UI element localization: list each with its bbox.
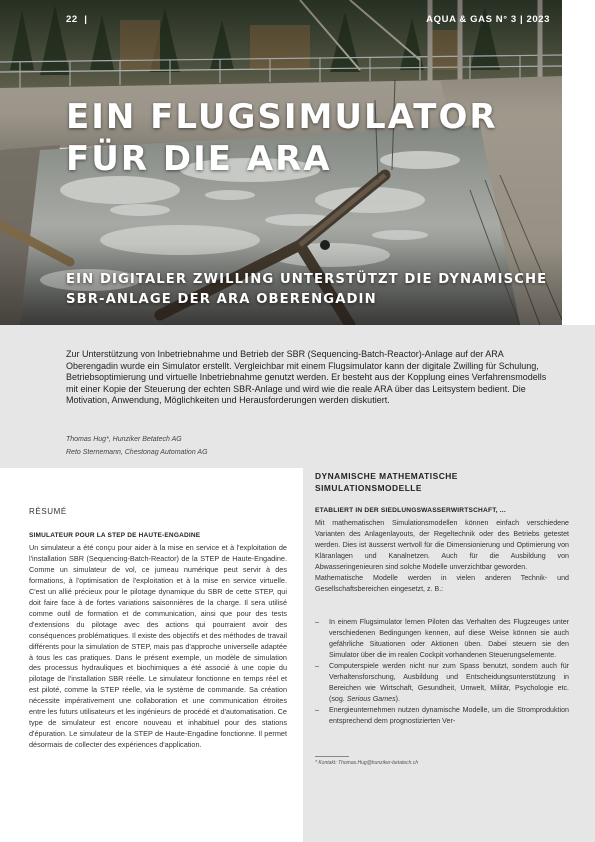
resume-subheading: SIMULATEUR POUR LA STEP DE HAUTE-ENGADINE — [29, 532, 201, 539]
bullet-dash: – — [315, 662, 319, 670]
section-heading: DYNAMISCHE MATHEMATISCHE SIMULATIONSMODELLE — [315, 471, 458, 493]
author-line-2: Reto Sternemann, Chestonag Automation AG — [66, 449, 208, 456]
footnote-divider — [315, 756, 349, 757]
lead-paragraph: Zur Unterstützung von Inbetriebnahme und Betrieb der SBR (Sequencing-Batch-Reactor)-Anlage auf der ARA Oberengadin wurde ein Simulator erstellt. Vergleichbar mit einem Flugsimulator kann der digitale Zwilling für Schulung, Betriebsoptimierung und virtuelle Inbetriebnahme genutzt werden. Er besteht aus der Kopplung eines Verfahrensmodells mit einer Kopie der Steuerung der echten SBR-Anlage und wird wie die reale ARA über das Leitsystem bedient. Die Motivation, Anwendung, Möglichkeiten und Herausforderungen werden diskutiert. — [66, 349, 547, 405]
body-paragraph: Mit mathematischen Simulationsmodellen können einfach verschiedene Varianten des Anlagenlayouts, der Regeltechnik oder des Betriebs getestet werden. Dies ist äusserst wertvoll für die Dimensionierung und Optimierung von Kläranlagen und Kanalnetzen. Auch für die Ausbildung von Abwasseringenieuren sind solche Modelle unverzichtbar geworden. Mathematische Modelle werden in vielen anderen Technik- und Gesellschaftsbereichen eingesetzt, z. B.: — [315, 519, 569, 593]
resume-heading: RÉSUMÉ — [29, 507, 67, 516]
bullet-dash: – — [315, 618, 319, 626]
author-line-1: Thomas Hug*, Hunziker Betatech AG — [66, 436, 182, 443]
list-item: – In einem Flugsimulator lernen Piloten das Verhalten des Flugzeuges unter verschiedenen Bedingungen kennen, auf diese Weise können sie auch gefährliche Situationen oder Aktionen üben. Dabei steuern sie den Simulator über die im realen Cockpit vorhandenen Steuerungselemente. — [315, 618, 569, 659]
section-subheading: ETABLIERT IN DER SIEDLUNGSWASSERWIRTSCHAFT, ... — [315, 507, 506, 514]
example-list — [315, 617, 569, 727]
footnote: * Kontakt: Thomas.Hug@hunziker-betatech.ch — [315, 760, 419, 766]
hero-photo — [0, 0, 562, 325]
article-title: EIN FLUGSIMULATOR FÜR DIE ARA — [66, 97, 498, 179]
list-item: – Energieunternehmen nutzen dynamische Modelle, um die Stromproduktion entsprechend dem prognostizierten Ver- — [315, 706, 569, 725]
list-item: – Computerspiele werden nicht nur zum Spass benutzt, sondern auch für Verhaltensforschung, Ausbildung und Entscheidungsunterstützung in Bereichen wie Wirtschaft, Gesundheit, Umwelt, Militär, Psychologie etc. (sog. Serious Games). — [315, 662, 569, 703]
article-subtitle: EIN DIGITALER ZWILLING UNTERSTÜTZT DIE DYNAMISCHE SBR-ANLAGE DER ARA OBERENGADIN — [66, 272, 548, 307]
journal-issue: AQUA & GAS N° 3 | 2023 — [426, 14, 550, 25]
bullet-dash: – — [315, 706, 319, 714]
resume-text: Un simulateur a été conçu pour aider à la mise en service et à l'exploitation de l'installation SBR (Sequencing-Batch-Reactor) de la STEP de Haute-Engadine. Comme un simulateur de vol, ce jumeau numérique peut servir à des formations, à l'optimisation de l'exploitation et à la mise en service virtuelle. C'est un allié précieux pour le pilotage dynamique du SBR de cette STEP, qui doit faire face à de fortes variations saisonnières de la charge. Il sera utilisé comme outil de formation et de communication, ainsi que pour des tests d'extensions du pilotage avec des actions qui pourraient avoir des conséquences problématiques. Il existe des objectifs et des méthodes de travail différents pour la simulation de STEP, mais pas d'approche universelle adaptée à tous les cas pratiques. Dans le présent exemple, un modèle de simulation des processus hydrauliques et biochimiques a été associé à une copie du pilotage de l'installation SBR réelle. Le simulateur fonctionne en temps réel et est piloté, comme la STEP réelle, via le système de commande. Sa création nécessite impérativement une collaboration et une communication étroites entre les futurs utilisateurs et les ingénieurs de procédé et d'automatisation. Ce type de simulateur est encore nouveau et inhabituel pour des stations d'épuration. Le simulateur de la STEP de Haute-Engadine fonctionne. Il permet désormais de collecter des expériences d'application. — [29, 543, 287, 750]
page-number: 22 | — [66, 14, 88, 25]
